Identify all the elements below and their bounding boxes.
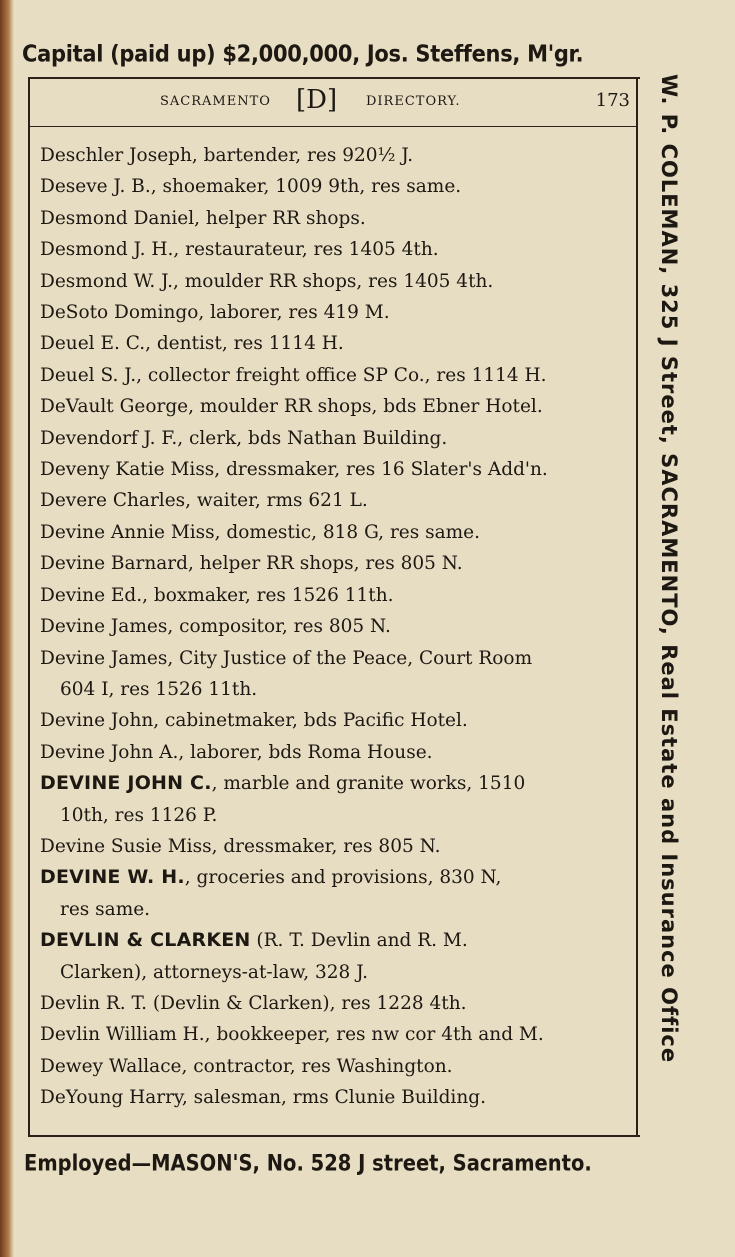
entry-text: Devine Barnard, helper RR shops, res 805 N. [40,553,463,575]
directory-entry [40,360,632,391]
entry-text: Devine John, cabinetmaker, bds Pacific Hotel. [40,710,468,732]
directory-entry [40,266,632,297]
header-rule [30,126,636,127]
directory-entry [40,643,632,674]
directory-entry-continuation [40,800,632,831]
running-head [160,85,630,118]
directory-entry [40,517,632,548]
directory-entry [40,768,632,799]
directory-entry [40,203,632,234]
entry-text: 604 I, res 1526 11th. [60,678,258,700]
frame-rule-bottom [28,1135,640,1137]
entry-text: DeVault George, moulder RR shops, bds Ebner Hotel. [40,396,543,418]
entry-text: Dewey Wallace, contractor, res Washington. [40,1055,453,1077]
entry-text: Devine James, City Justice of the Peace, Court Room [40,647,533,669]
directory-entry [40,1082,632,1113]
bottom-advertisement: Employed—MASON'S, No. 528 J street, Sacramento. [24,1150,592,1177]
directory-entry [40,328,632,359]
directory-entry [40,988,632,1019]
directory-entry [40,611,632,642]
directory-entries [40,140,632,1114]
directory-entry-continuation [40,674,632,705]
entry-text: Devendorf J. F., clerk, bds Nathan Building. [40,427,448,449]
entry-text: Devine Susie Miss, dressmaker, res 805 N. [40,835,441,857]
entry-text: Deuel S. J., collector freight office SP Co., res 1114 H. [40,364,547,386]
frame-rule-top [28,77,640,79]
directory-entry [40,548,632,579]
directory-entry [40,171,632,202]
entry-text: Desmond J. H., restaurateur, res 1405 4th. [40,239,439,261]
entry-text: Devlin William H., bookkeeper, res nw cor 4th and M. [40,1024,544,1046]
directory-entry [40,1051,632,1082]
directory-entry [40,485,632,516]
directory-entry [40,234,632,265]
entry-text: Desmond W. J., moulder RR shops, res 1405 4th. [40,270,494,292]
directory-entry [40,454,632,485]
entry-text: DeYoung Harry, salesman, rms Clunie Building. [40,1087,486,1109]
top-advertisement: Capital (paid up) $2,000,000, Jos. Steffens, M'gr. [22,40,584,67]
directory-entry [40,1019,632,1050]
directory-entry [40,297,632,328]
entry-bold-name: DEVINE W. H. [40,866,185,889]
directory-entry-continuation [40,957,632,988]
entry-text: 10th, res 1126 P. [60,804,218,826]
entry-text: DeSoto Domingo, laborer, res 419 M. [40,302,390,324]
entry-text: Devine Ed., boxmaker, res 1526 11th. [40,584,394,606]
page-number: 173 [595,90,630,111]
page-edge [0,0,14,1257]
entry-bold-name: DEVLIN & CLARKEN [40,929,251,952]
entry-text: Deuel E. C., dentist, res 1114 H. [40,333,344,355]
running-head-letter: [D] [296,85,338,115]
directory-entry [40,391,632,422]
directory-entry-continuation [40,894,632,925]
entry-text: Deschler Joseph, bartender, res 920½ J. [40,145,414,166]
directory-entry [40,705,632,736]
directory-entry [40,580,632,611]
entry-text: Clarken), attorneys-at-law, 328 J. [60,961,369,983]
entry-text: Devere Charles, waiter, rms 621 L. [40,490,368,512]
entry-bold-name: DEVINE JOHN C. [40,772,212,795]
directory-entry [40,831,632,862]
entry-text: Devine John A., laborer, bds Roma House. [40,741,433,763]
frame-rule-right [636,77,638,1137]
directory-entry [40,925,632,956]
running-head-city: SACRAMENTO [160,94,271,109]
entry-text: Devine James, compositor, res 805 N. [40,616,391,638]
entry-text: Desmond Daniel, helper RR shops. [40,207,366,229]
directory-entry [40,423,632,454]
entry-text: Devlin R. T. (Devlin & Clarken), res 1228 4th. [40,992,467,1014]
entry-text: , groceries and provisions, 830 N, [184,867,502,889]
entry-text: Deveny Katie Miss, dressmaker, res 16 Slater's Add'n. [40,459,548,481]
directory-entry [40,862,632,893]
side-advertisement: W. P. COLEMAN, 325 J Street, SACRAMENTO, Real Estate and Insurance Office [657,74,681,1064]
entry-text: (R. T. Devlin and R. M. [250,930,468,952]
directory-entry [40,140,632,171]
entry-text: Devine Annie Miss, domestic, 818 G, res same. [40,521,481,543]
entry-text: Deseve J. B., shoemaker, 1009 9th, res same. [40,176,462,198]
frame-rule-left [28,77,30,1137]
directory-entry [40,737,632,768]
entry-text: , marble and granite works, 1510 [211,773,526,795]
entry-text: res same. [60,898,151,920]
running-head-title: DIRECTORY. [366,94,461,109]
